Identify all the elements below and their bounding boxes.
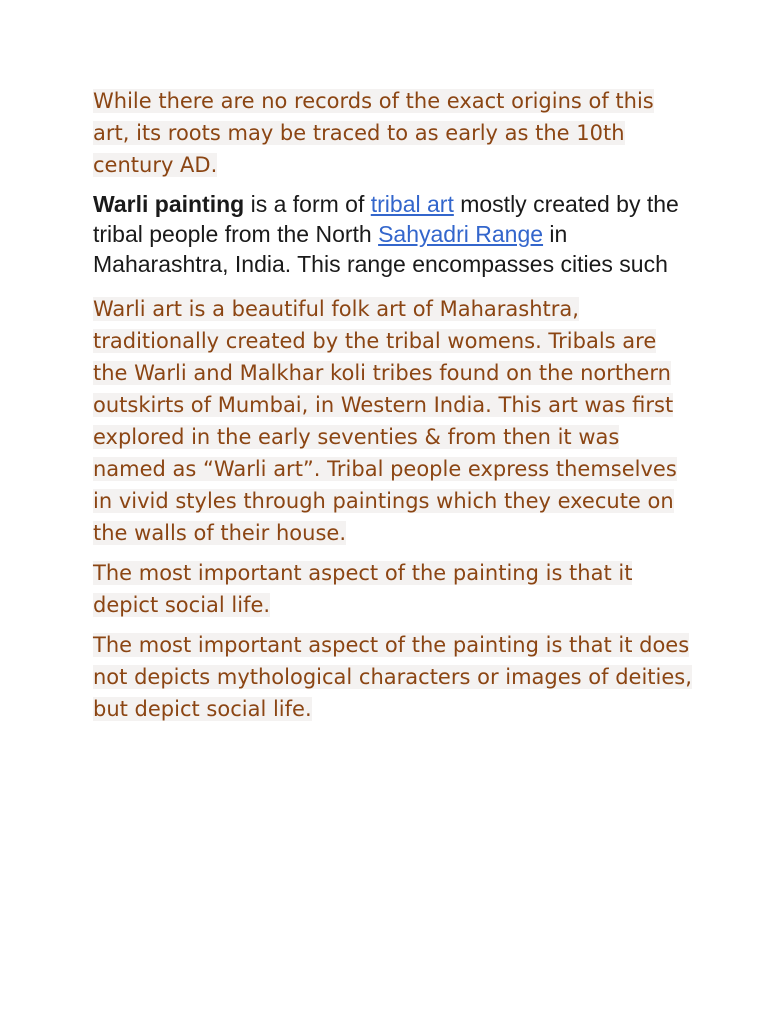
paragraph-aspect-1-text: The most important aspect of the painting is that it depict social life. xyxy=(93,561,633,617)
paragraph-warli-art xyxy=(93,293,693,549)
paragraph-origins-text: While there are no records of the exact origins of this art, its roots may be traced to as early as the 10th century AD. xyxy=(93,89,654,177)
paragraph-aspect-2-text: The most important aspect of the painting is that it does not depicts mythological characters or images of deities, but depict social life. xyxy=(93,633,692,721)
paragraph-definition xyxy=(93,189,693,279)
sahyadri-range-link[interactable]: Sahyadri Range xyxy=(378,221,544,247)
definition-text-2: mostly created by the tribal people from the North xyxy=(93,191,679,247)
paragraph-aspect-2 xyxy=(93,629,693,725)
paragraph-aspect-1 xyxy=(93,557,693,621)
definition-text-1: is a form of xyxy=(244,191,371,217)
term-warli-painting: Warli painting xyxy=(93,191,245,217)
definition-text-3: in Maharashtra, India. This range encompasses cities such xyxy=(93,221,668,277)
paragraph-origins xyxy=(93,85,693,181)
paragraph-warli-art-text: Warli art is a beautiful folk art of Maharashtra, traditionally created by the tribal womens. Tribals are the Warli and Malkhar koli tribes found on the northern outskirts of Mumbai, in Western India. This art was first explored in the early seventies & from then it was named as “Warli art”. Tribal people express themselves in vivid styles through paintings which they execute on the walls of their house. xyxy=(93,297,677,545)
tribal-art-link[interactable]: tribal art xyxy=(370,191,454,217)
document-page xyxy=(93,85,693,733)
